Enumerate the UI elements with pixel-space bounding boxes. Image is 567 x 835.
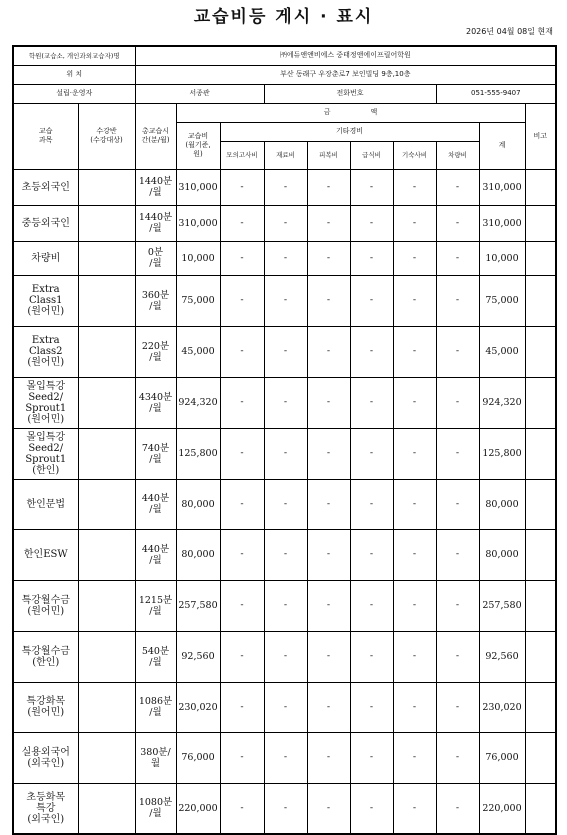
- note-cell: [525, 580, 556, 631]
- total-time-cell: 220분 /월: [135, 326, 176, 377]
- fee-cell: -: [393, 783, 436, 834]
- fee-cell: -: [436, 326, 479, 377]
- fee-cell: -: [307, 275, 350, 326]
- fee-cell: -: [264, 682, 307, 732]
- fee-cell: -: [393, 326, 436, 377]
- header-subject: 교습 과목: [13, 103, 78, 169]
- table-row: [13, 169, 556, 205]
- tuition-cell: 230,020: [176, 682, 220, 732]
- fee-col-uniform: 피복비: [307, 141, 350, 169]
- note-cell: [525, 732, 556, 783]
- fee-cell: -: [264, 241, 307, 275]
- fee-cell: -: [393, 631, 436, 682]
- fee-cell: -: [350, 732, 393, 783]
- fee-cell: -: [264, 428, 307, 479]
- tuition-cell: 45,000: [176, 326, 220, 377]
- fee-cell: -: [220, 326, 264, 377]
- total-time-cell: 360분 /월: [135, 275, 176, 326]
- fee-cell: -: [307, 326, 350, 377]
- subject-cell: 특강월수금 (한인): [13, 631, 78, 682]
- fee-cell: -: [393, 275, 436, 326]
- subject-cell: 중등외국인: [13, 205, 78, 241]
- target-cell: [78, 682, 135, 732]
- note-cell: [525, 326, 556, 377]
- fee-cell: -: [436, 205, 479, 241]
- table-row: [13, 479, 556, 529]
- header-row-1: [13, 103, 556, 122]
- note-cell: [525, 377, 556, 428]
- fee-cell: -: [436, 631, 479, 682]
- target-cell: [78, 326, 135, 377]
- note-cell: [525, 428, 556, 479]
- fee-cell: -: [350, 275, 393, 326]
- fee-cell: -: [393, 241, 436, 275]
- table-row: [13, 205, 556, 241]
- fee-cell: -: [307, 783, 350, 834]
- fee-cell: -: [220, 377, 264, 428]
- fee-cell: -: [393, 529, 436, 580]
- phone-value: 051-555-9407: [436, 84, 556, 103]
- table-row: [13, 326, 556, 377]
- phone-label: 전화번호: [264, 84, 436, 103]
- current-date: 2026년 04월 08일 현재: [466, 27, 553, 36]
- fee-cell: -: [393, 732, 436, 783]
- fee-cell: -: [220, 529, 264, 580]
- note-cell: [525, 169, 556, 205]
- target-cell: [78, 732, 135, 783]
- fee-cell: -: [220, 241, 264, 275]
- fee-cell: -: [436, 580, 479, 631]
- tuition-cell: 220,000: [176, 783, 220, 834]
- tuition-cell: 80,000: [176, 479, 220, 529]
- subject-cell: 실용외국어 (외국인): [13, 732, 78, 783]
- founder-label: 설립·운영자: [13, 84, 135, 103]
- fee-cell: -: [264, 529, 307, 580]
- tuition-cell: 10,000: [176, 241, 220, 275]
- subject-cell: Extra Class1 (원어민): [13, 275, 78, 326]
- academy-name-row: [13, 46, 556, 65]
- table-row: [13, 783, 556, 834]
- header-note: 비고: [525, 103, 556, 169]
- fee-cell: -: [436, 241, 479, 275]
- table-row: [13, 732, 556, 783]
- total-time-cell: 440분 /월: [135, 479, 176, 529]
- fee-cell: -: [307, 169, 350, 205]
- fee-cell: -: [264, 783, 307, 834]
- total-cell: 257,580: [479, 580, 525, 631]
- table-row: [13, 631, 556, 682]
- fee-cell: -: [393, 377, 436, 428]
- tuition-cell: 75,000: [176, 275, 220, 326]
- founder-row: [13, 84, 556, 103]
- table-row: [13, 428, 556, 479]
- total-cell: 80,000: [479, 479, 525, 529]
- fee-cell: -: [350, 479, 393, 529]
- tuition-cell: 76,000: [176, 732, 220, 783]
- target-cell: [78, 377, 135, 428]
- table-row: [13, 241, 556, 275]
- location-row: [13, 65, 556, 84]
- total-cell: 924,320: [479, 377, 525, 428]
- target-cell: [78, 529, 135, 580]
- fee-col-materials: 재료비: [264, 141, 307, 169]
- fee-cell: -: [307, 732, 350, 783]
- total-cell: 230,020: [479, 682, 525, 732]
- total-cell: 76,000: [479, 732, 525, 783]
- fee-cell: -: [350, 580, 393, 631]
- fee-cell: -: [307, 580, 350, 631]
- fee-cell: -: [436, 169, 479, 205]
- fee-cell: -: [436, 732, 479, 783]
- total-cell: 10,000: [479, 241, 525, 275]
- fee-cell: -: [436, 377, 479, 428]
- note-cell: [525, 529, 556, 580]
- fee-cell: -: [307, 631, 350, 682]
- fee-cell: -: [436, 529, 479, 580]
- subject-cell: 한인ESW: [13, 529, 78, 580]
- page-title: 교습비등 게시 · 표시: [193, 7, 374, 27]
- fee-cell: -: [264, 169, 307, 205]
- note-cell: [525, 682, 556, 732]
- fee-cell: -: [220, 169, 264, 205]
- subject-cell: 차량비: [13, 241, 78, 275]
- founder-value: 서종관: [135, 84, 264, 103]
- fee-cell: -: [350, 428, 393, 479]
- header-tuition: 교습비 (월기준, 원): [176, 122, 220, 169]
- academy-name-label: 학원(교습소, 개인과외교습자)명: [13, 46, 135, 65]
- fee-cell: -: [264, 479, 307, 529]
- location-value: 부산 동래구 우장춘로7 보인빌딩 9층,10층: [135, 65, 556, 84]
- tuition-cell: 92,560: [176, 631, 220, 682]
- fee-cell: -: [307, 205, 350, 241]
- total-time-cell: 740분 /월: [135, 428, 176, 479]
- fee-cell: -: [393, 479, 436, 529]
- total-cell: 75,000: [479, 275, 525, 326]
- fee-cell: -: [220, 205, 264, 241]
- fee-cell: -: [350, 682, 393, 732]
- total-time-cell: 440분 /월: [135, 529, 176, 580]
- location-label: 위 치: [13, 65, 135, 84]
- fee-cell: -: [220, 682, 264, 732]
- subject-cell: 한인문법: [13, 479, 78, 529]
- subject-cell: 특강화목 (원어민): [13, 682, 78, 732]
- target-cell: [78, 241, 135, 275]
- fee-cell: -: [350, 783, 393, 834]
- target-cell: [78, 169, 135, 205]
- total-cell: 310,000: [479, 169, 525, 205]
- header-total-time: 총교습시 간(분/월): [135, 103, 176, 169]
- tuition-cell: 80,000: [176, 529, 220, 580]
- fee-col-vehicle: 차량비: [436, 141, 479, 169]
- tuition-cell: 125,800: [176, 428, 220, 479]
- fee-cell: -: [264, 732, 307, 783]
- tuition-cell: 257,580: [176, 580, 220, 631]
- fee-cell: -: [220, 428, 264, 479]
- total-time-cell: 1086분 /월: [135, 682, 176, 732]
- total-time-cell: 1080분 /월: [135, 783, 176, 834]
- tuition-cell: 310,000: [176, 205, 220, 241]
- header-total: 계: [479, 122, 525, 169]
- table-row: [13, 377, 556, 428]
- subject-cell: 특강월수금 (원어민): [13, 580, 78, 631]
- subject-cell: 초등화목 특강 (외국인): [13, 783, 78, 834]
- total-cell: 92,560: [479, 631, 525, 682]
- fee-cell: -: [350, 169, 393, 205]
- fee-cell: -: [350, 631, 393, 682]
- total-time-cell: 1440분 /월: [135, 205, 176, 241]
- fee-cell: -: [350, 241, 393, 275]
- fee-cell: -: [393, 682, 436, 732]
- total-time-cell: 540분 /월: [135, 631, 176, 682]
- fee-cell: -: [264, 205, 307, 241]
- tuition-cell: 310,000: [176, 169, 220, 205]
- note-cell: [525, 631, 556, 682]
- fee-cell: -: [220, 580, 264, 631]
- fee-cell: -: [393, 428, 436, 479]
- academy-name-value: ㈜에듀앤앤비에스 중태정앤에이프릴어학원: [135, 46, 556, 65]
- target-cell: [78, 783, 135, 834]
- table-row: [13, 682, 556, 732]
- fee-cell: -: [220, 783, 264, 834]
- fee-cell: -: [307, 479, 350, 529]
- header-duration: 수강반 (수강대상): [78, 103, 135, 169]
- fee-col-mock-exam: 모의고사비: [220, 141, 264, 169]
- fee-cell: -: [436, 682, 479, 732]
- total-cell: 125,800: [479, 428, 525, 479]
- fee-cell: -: [220, 275, 264, 326]
- fee-cell: -: [307, 682, 350, 732]
- table-row: [13, 275, 556, 326]
- table-row: [13, 580, 556, 631]
- fee-cell: -: [350, 326, 393, 377]
- total-time-cell: 380분/ 월: [135, 732, 176, 783]
- note-cell: [525, 275, 556, 326]
- total-cell: 220,000: [479, 783, 525, 834]
- fee-cell: -: [350, 377, 393, 428]
- fee-cell: -: [220, 732, 264, 783]
- fee-cell: -: [350, 205, 393, 241]
- fee-col-dormitory: 기숙사비: [393, 141, 436, 169]
- fee-col-meals: 급식비: [350, 141, 393, 169]
- header-amount: 금 액: [176, 103, 525, 122]
- fee-cell: -: [307, 241, 350, 275]
- total-cell: 45,000: [479, 326, 525, 377]
- subject-cell: Extra Class2 (원어민): [13, 326, 78, 377]
- target-cell: [78, 479, 135, 529]
- note-cell: [525, 241, 556, 275]
- fee-cell: -: [264, 326, 307, 377]
- target-cell: [78, 275, 135, 326]
- subject-cell: 몰입특강 Seed2/ Sprout1 (한인): [13, 428, 78, 479]
- fee-cell: -: [307, 377, 350, 428]
- fee-cell: -: [307, 529, 350, 580]
- total-cell: 80,000: [479, 529, 525, 580]
- fee-cell: -: [393, 580, 436, 631]
- fee-cell: -: [350, 529, 393, 580]
- table-row: [13, 529, 556, 580]
- total-time-cell: 0분 /월: [135, 241, 176, 275]
- total-cell: 310,000: [479, 205, 525, 241]
- tuition-table: [12, 45, 557, 835]
- header-other-fees: 기타경비: [220, 122, 479, 141]
- fee-cell: -: [393, 205, 436, 241]
- fee-cell: -: [436, 479, 479, 529]
- fee-cell: -: [264, 377, 307, 428]
- fee-cell: -: [220, 479, 264, 529]
- total-time-cell: 1440분 /월: [135, 169, 176, 205]
- note-cell: [525, 479, 556, 529]
- fee-cell: -: [220, 631, 264, 682]
- fee-cell: -: [436, 428, 479, 479]
- target-cell: [78, 428, 135, 479]
- fee-cell: -: [264, 580, 307, 631]
- target-cell: [78, 580, 135, 631]
- note-cell: [525, 205, 556, 241]
- target-cell: [78, 205, 135, 241]
- tuition-cell: 924,320: [176, 377, 220, 428]
- note-cell: [525, 783, 556, 834]
- fee-cell: -: [436, 783, 479, 834]
- total-time-cell: 1215분 /월: [135, 580, 176, 631]
- target-cell: [78, 631, 135, 682]
- fee-cell: -: [264, 275, 307, 326]
- fee-cell: -: [393, 169, 436, 205]
- fee-cell: -: [307, 428, 350, 479]
- fee-cell: -: [264, 631, 307, 682]
- total-time-cell: 4340분 /월: [135, 377, 176, 428]
- fee-cell: -: [436, 275, 479, 326]
- subject-cell: 초등외국인: [13, 169, 78, 205]
- subject-cell: 몰입특강 Seed2/ Sprout1 (원어민): [13, 377, 78, 428]
